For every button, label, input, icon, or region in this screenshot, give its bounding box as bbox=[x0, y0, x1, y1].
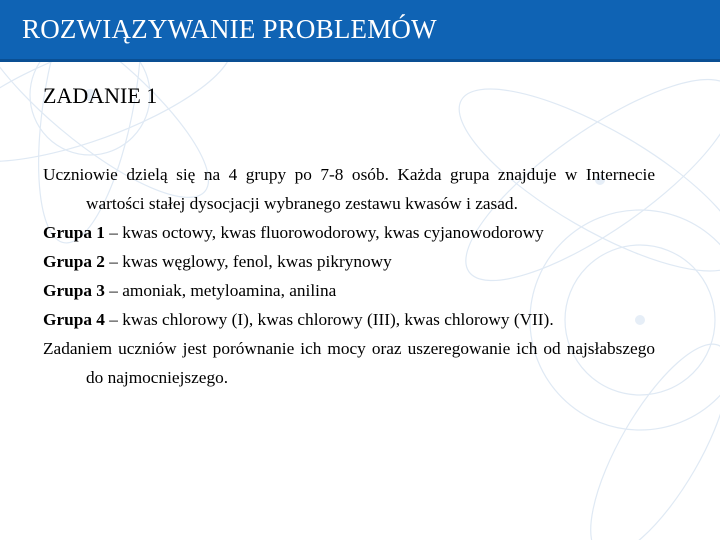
group-line-4 bbox=[43, 305, 655, 334]
group-line-3 bbox=[43, 276, 655, 305]
group-description: – amoniak, metyloamina, anilina bbox=[104, 281, 337, 300]
group-label: Grupa 1 bbox=[43, 223, 105, 242]
group-line-1 bbox=[43, 218, 655, 247]
group-description: – kwas chlorowy (I), kwas chlorowy (III), kwas chlorowy (VII). bbox=[104, 310, 554, 329]
task-body bbox=[43, 160, 655, 392]
outro-paragraph: Zadaniem uczniów jest porównanie ich mocy oraz uszeregowanie ich od najsłabszego do najmocniejszego. bbox=[43, 339, 655, 387]
group-line-2 bbox=[43, 247, 655, 276]
title-bar bbox=[0, 0, 720, 62]
slide-title: ROZWIĄZYWANIE PROBLEMÓW bbox=[22, 14, 437, 44]
task-heading: ZADANIE 1 bbox=[43, 83, 158, 108]
group-label: Grupa 3 bbox=[43, 281, 105, 300]
group-description: – kwas węglowy, fenol, kwas pikrynowy bbox=[104, 252, 392, 271]
group-label: Grupa 4 bbox=[43, 310, 105, 329]
group-label: Grupa 2 bbox=[43, 252, 105, 271]
intro-paragraph: Uczniowie dzielą się na 4 grupy po 7-8 osób. Każda grupa znajduje w Internecie wartości stałej dysocjacji wybranego zestawu kwasów i zasad. bbox=[43, 165, 655, 213]
group-description: – kwas octowy, kwas fluorowodorowy, kwas cyjanowodorowy bbox=[104, 223, 544, 242]
